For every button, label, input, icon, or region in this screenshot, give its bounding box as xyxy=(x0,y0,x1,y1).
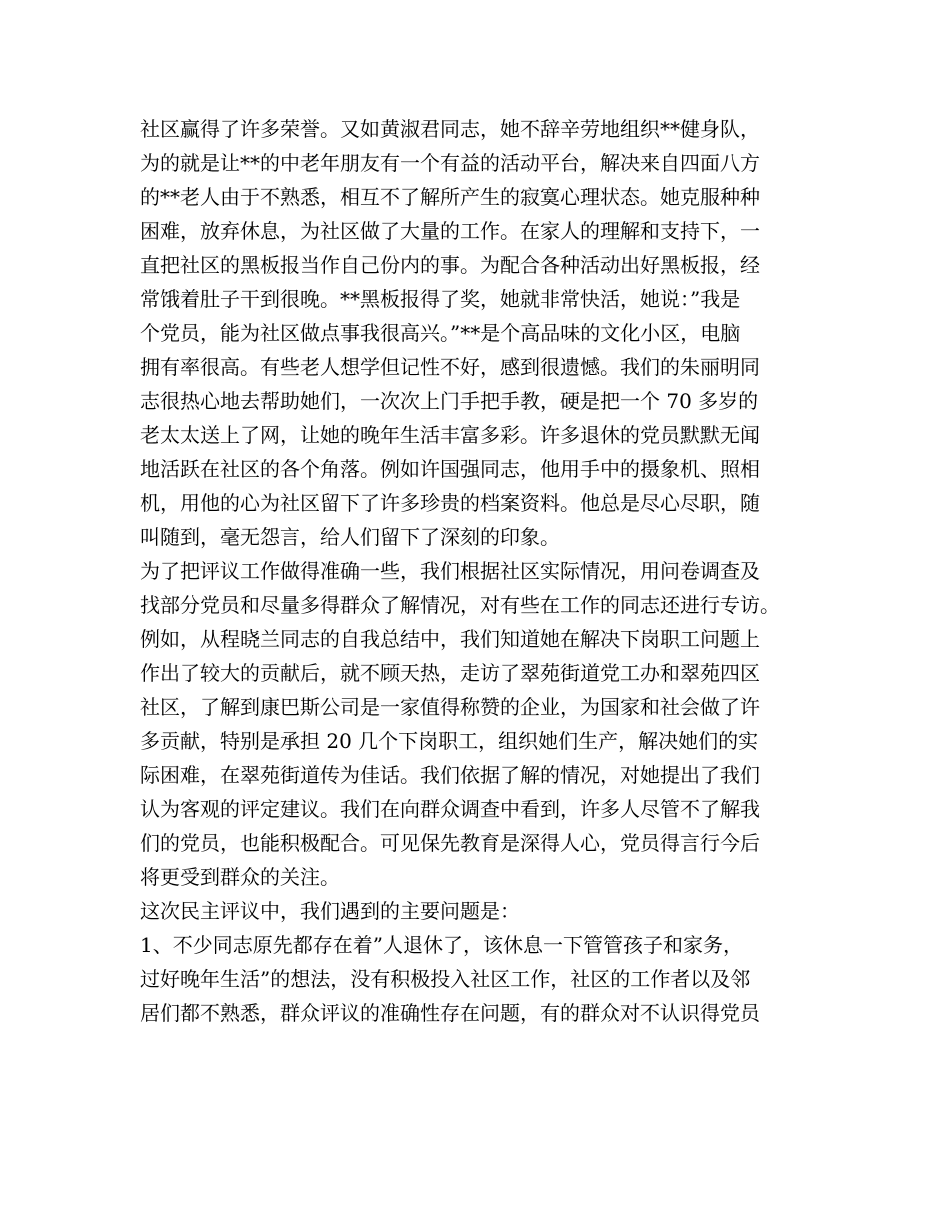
text-line: 叫随到，毫无怨言，给人们留下了深刻的印象。 xyxy=(140,525,560,549)
document-body xyxy=(140,112,840,1030)
text-line: 志很热心地去帮助她们，一次次上门手把手教，硬是把一个 70 多岁的 xyxy=(140,389,759,413)
text-line: 过好晚年生活”的想法，没有积极投入社区工作，社区的工作者以及邻 xyxy=(140,967,751,991)
text-line: 机，用他的心为社区留下了许多珍贵的档案资料。他总是尽心尽职，随 xyxy=(140,491,760,515)
text-line: 找部分党员和尽量多得群众了解情况，对有些在工作的同志还进行专访。 xyxy=(140,593,780,617)
text-line: 际困难，在翠苑街道传为佳话。我们依据了解的情况，对她提出了我们 xyxy=(140,763,760,787)
text-line: 地活跃在社区的各个角落。例如许国强同志，他用手中的摄象机、照相 xyxy=(140,457,760,481)
text-line: 1、不少同志原先都存在着”人退休了，该休息一下管管孩子和家务， xyxy=(140,933,743,957)
text-line: 直把社区的黑板报当作自己份内的事。为配合各种活动出好黑板报，经 xyxy=(140,253,760,277)
text-line: 为了把评议工作做得准确一些，我们根据社区实际情况，用问卷调查及 xyxy=(140,559,760,583)
text-line: 社区，了解到康巴斯公司是一家值得称赞的企业，为国家和社会做了许 xyxy=(140,695,760,719)
text-line: 认为客观的评定建议。我们在向群众调查中看到，许多人尽管不了解我 xyxy=(140,797,760,821)
text-line: 例如，从程晓兰同志的自我总结中，我们知道她在解决下岗职工问题上 xyxy=(140,627,760,651)
text-line: 多贡献，特别是承担 20 几个下岗职工，组织她们生产，解决她们的实 xyxy=(140,729,759,753)
text-line: 的**老人由于不熟悉，相互不了解所产生的寂寞心理状态。她克服种种 xyxy=(140,185,760,209)
text-line: 居们都不熟悉，群众评议的准确性存在问题，有的群众对不认识得党员 xyxy=(140,1001,760,1025)
text-line: 困难，放弃休息，为社区做了大量的工作。在家人的理解和支持下，一 xyxy=(140,219,760,243)
text-line: 个党员，能为社区做点事我很高兴。”**是个高品味的文化小区，电脑 xyxy=(140,321,741,345)
text-line: 将更受到群众的关注。 xyxy=(140,865,340,889)
text-line: 作出了较大的贡献后，就不顾天热，走访了翠苑街道党工办和翠苑四区 xyxy=(140,661,760,685)
text-line: 们的党员，也能积极配合。可见保先教育是深得人心，党员得言行今后 xyxy=(140,831,760,855)
text-line: 常饿着肚子干到很晚。**黑板报得了奖，她就非常快活，她说：”我是 xyxy=(140,287,741,311)
text-line: 这次民主评议中，我们遇到的主要问题是： xyxy=(140,899,520,923)
text-line: 社区赢得了许多荣誉。又如黄淑君同志，她不辞辛劳地组织**健身队， xyxy=(140,117,760,141)
text-line: 老太太送上了网，让她的晚年生活丰富多彩。许多退休的党员默默无闻 xyxy=(140,423,760,447)
text-line: 拥有率很高。有些老人想学但记性不好，感到很遗憾。我们的朱丽明同 xyxy=(140,355,760,379)
text-line: 为的就是让**的中老年朋友有一个有益的活动平台，解决来自四面八方 xyxy=(140,151,760,175)
